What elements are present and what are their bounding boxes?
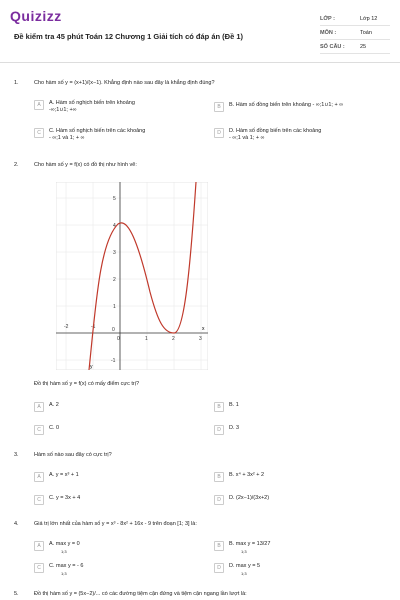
option-text: B. max y = 13/27: [229, 541, 271, 547]
option-c[interactable]: [34, 425, 59, 435]
curve-label: y: [90, 364, 93, 370]
option-letter: C: [34, 128, 44, 138]
option-text: C. y = 3x + 4: [49, 495, 81, 501]
option-text-2: -∞;1∪1; +∞: [49, 107, 77, 113]
x-tick-label: 1: [145, 336, 148, 342]
y-tick-label: 1: [113, 304, 116, 310]
option-text-2: - ∞;1 và 1; + ∞: [229, 135, 265, 141]
meta-table: [320, 12, 390, 54]
question-number: 2.: [14, 162, 19, 168]
option-text: B. Hàm số đồng biến trên khoảng - ∞;1∪1; + ∞: [229, 102, 344, 108]
question-text: Cho hàm số y = f(x) có đồ thị như hình vẽ:: [34, 162, 137, 168]
option-text: D. Hàm số đồng biến trên các khoảng: [229, 128, 322, 134]
option-text: A. Hàm số nghịch biến trên khoảng: [49, 100, 135, 106]
option-d[interactable]: [214, 128, 321, 142]
x-axis-label: x: [202, 326, 205, 332]
meta-value: Lớp 12: [360, 15, 378, 22]
meta-row-count: [320, 40, 390, 54]
option-letter: D: [214, 128, 224, 138]
option-c[interactable]: [34, 128, 145, 142]
option-a[interactable]: [34, 541, 80, 555]
option-b[interactable]: [214, 541, 270, 555]
question-number: 4.: [14, 521, 19, 527]
x-tick-label: 2: [172, 336, 175, 342]
option-text: D. 3: [229, 425, 240, 431]
question-text: Giá trị lớn nhất của hàm số y = x³ - 8x² + 16x - 9 trên đoạn [1; 3] là:: [34, 521, 197, 527]
option-letter: A: [34, 402, 44, 412]
option-letter: C: [34, 495, 44, 505]
option-text: D. (2x−1)/(3x+2): [229, 495, 270, 501]
option-text: D. max y = 5: [229, 563, 261, 569]
option-letter: D: [214, 495, 224, 505]
meta-label: MÔN :: [320, 29, 337, 36]
option-a[interactable]: [34, 402, 59, 412]
meta-row-class: [320, 12, 390, 26]
meta-row-subject: [320, 26, 390, 40]
option-b[interactable]: [214, 402, 239, 412]
option-text: A. y = x³ + 1: [49, 472, 79, 478]
y-tick-label: -1: [111, 358, 116, 364]
question-text: Đồ thị hàm số y = (5x−2)/... có các đường tiệm cận đứng và tiệm cận ngang lần lượt là:: [34, 591, 247, 597]
option-text: B. x⁴ + 3x² + 2: [229, 472, 265, 478]
option-letter: A: [34, 100, 44, 110]
option-b[interactable]: [214, 472, 264, 482]
y-tick-label: 4: [113, 223, 116, 229]
x-tick-label: 3: [199, 336, 202, 342]
page-header: [0, 0, 400, 63]
option-letter: B: [214, 402, 224, 412]
option-subscript: 1;3: [61, 549, 67, 554]
option-letter: A: [34, 541, 44, 551]
x-tick-label: -1: [91, 324, 96, 330]
option-text: A. 2: [49, 402, 59, 408]
option-letter: D: [214, 425, 224, 435]
y-tick-label: 5: [113, 196, 116, 202]
option-text: C. Hàm số nghịch biến trên các khoảng: [49, 128, 146, 134]
question-subtext: Đồ thị hàm số y = f(x) có mấy điểm cực trị?: [34, 381, 140, 387]
question-number: 1.: [14, 80, 19, 86]
meta-value: 25: [360, 43, 367, 50]
y-tick-label: 3: [113, 250, 116, 256]
option-subscript: 1;3: [241, 571, 247, 576]
option-c[interactable]: [34, 495, 80, 505]
meta-label: SỐ CÂU :: [320, 43, 345, 50]
option-c[interactable]: [34, 563, 83, 577]
option-text: A. max y = 0: [49, 541, 80, 547]
option-text: C. 0: [49, 425, 60, 431]
option-subscript: 1;3: [61, 571, 67, 576]
y-tick-label: 2: [113, 277, 116, 283]
y-tick-label: 0: [112, 327, 115, 333]
option-letter: C: [34, 563, 44, 573]
option-subscript: 1;3: [241, 549, 247, 554]
option-letter: B: [214, 102, 224, 112]
option-a[interactable]: [34, 100, 135, 114]
question-text: Cho hàm số y = (x+1)/(x−1). Khẳng định nào sau đây là khẳng định đúng?: [34, 80, 215, 86]
option-d[interactable]: [214, 425, 239, 435]
question-text: Hàm số nào sau đây có cực trị?: [34, 452, 112, 458]
function-graph: [56, 182, 208, 370]
meta-label: LỚP :: [320, 15, 335, 22]
option-b[interactable]: [214, 102, 343, 112]
option-d[interactable]: [214, 495, 269, 505]
option-letter: B: [214, 541, 224, 551]
question-number: 3.: [14, 452, 19, 458]
graph-frame: [56, 182, 208, 370]
option-text-2: - ∞;1 và 1; + ∞: [49, 135, 85, 141]
option-letter: B: [214, 472, 224, 482]
option-letter: A: [34, 472, 44, 482]
option-d[interactable]: [214, 563, 260, 577]
x-tick-label: 0: [117, 336, 120, 342]
meta-value: Toán: [360, 29, 372, 36]
question-number: 5.: [14, 591, 19, 597]
x-tick-label: -2: [64, 324, 69, 330]
option-text: C. max y = - 6: [49, 563, 84, 569]
quizizz-logo[interactable]: Quizizz: [10, 8, 62, 24]
option-letter: D: [214, 563, 224, 573]
option-a[interactable]: [34, 472, 79, 482]
document-title: Đề kiểm tra 45 phút Toán 12 Chương 1 Giải tích có đáp án (Đề 1): [14, 32, 244, 41]
option-letter: C: [34, 425, 44, 435]
option-text: B. 1: [229, 402, 239, 408]
